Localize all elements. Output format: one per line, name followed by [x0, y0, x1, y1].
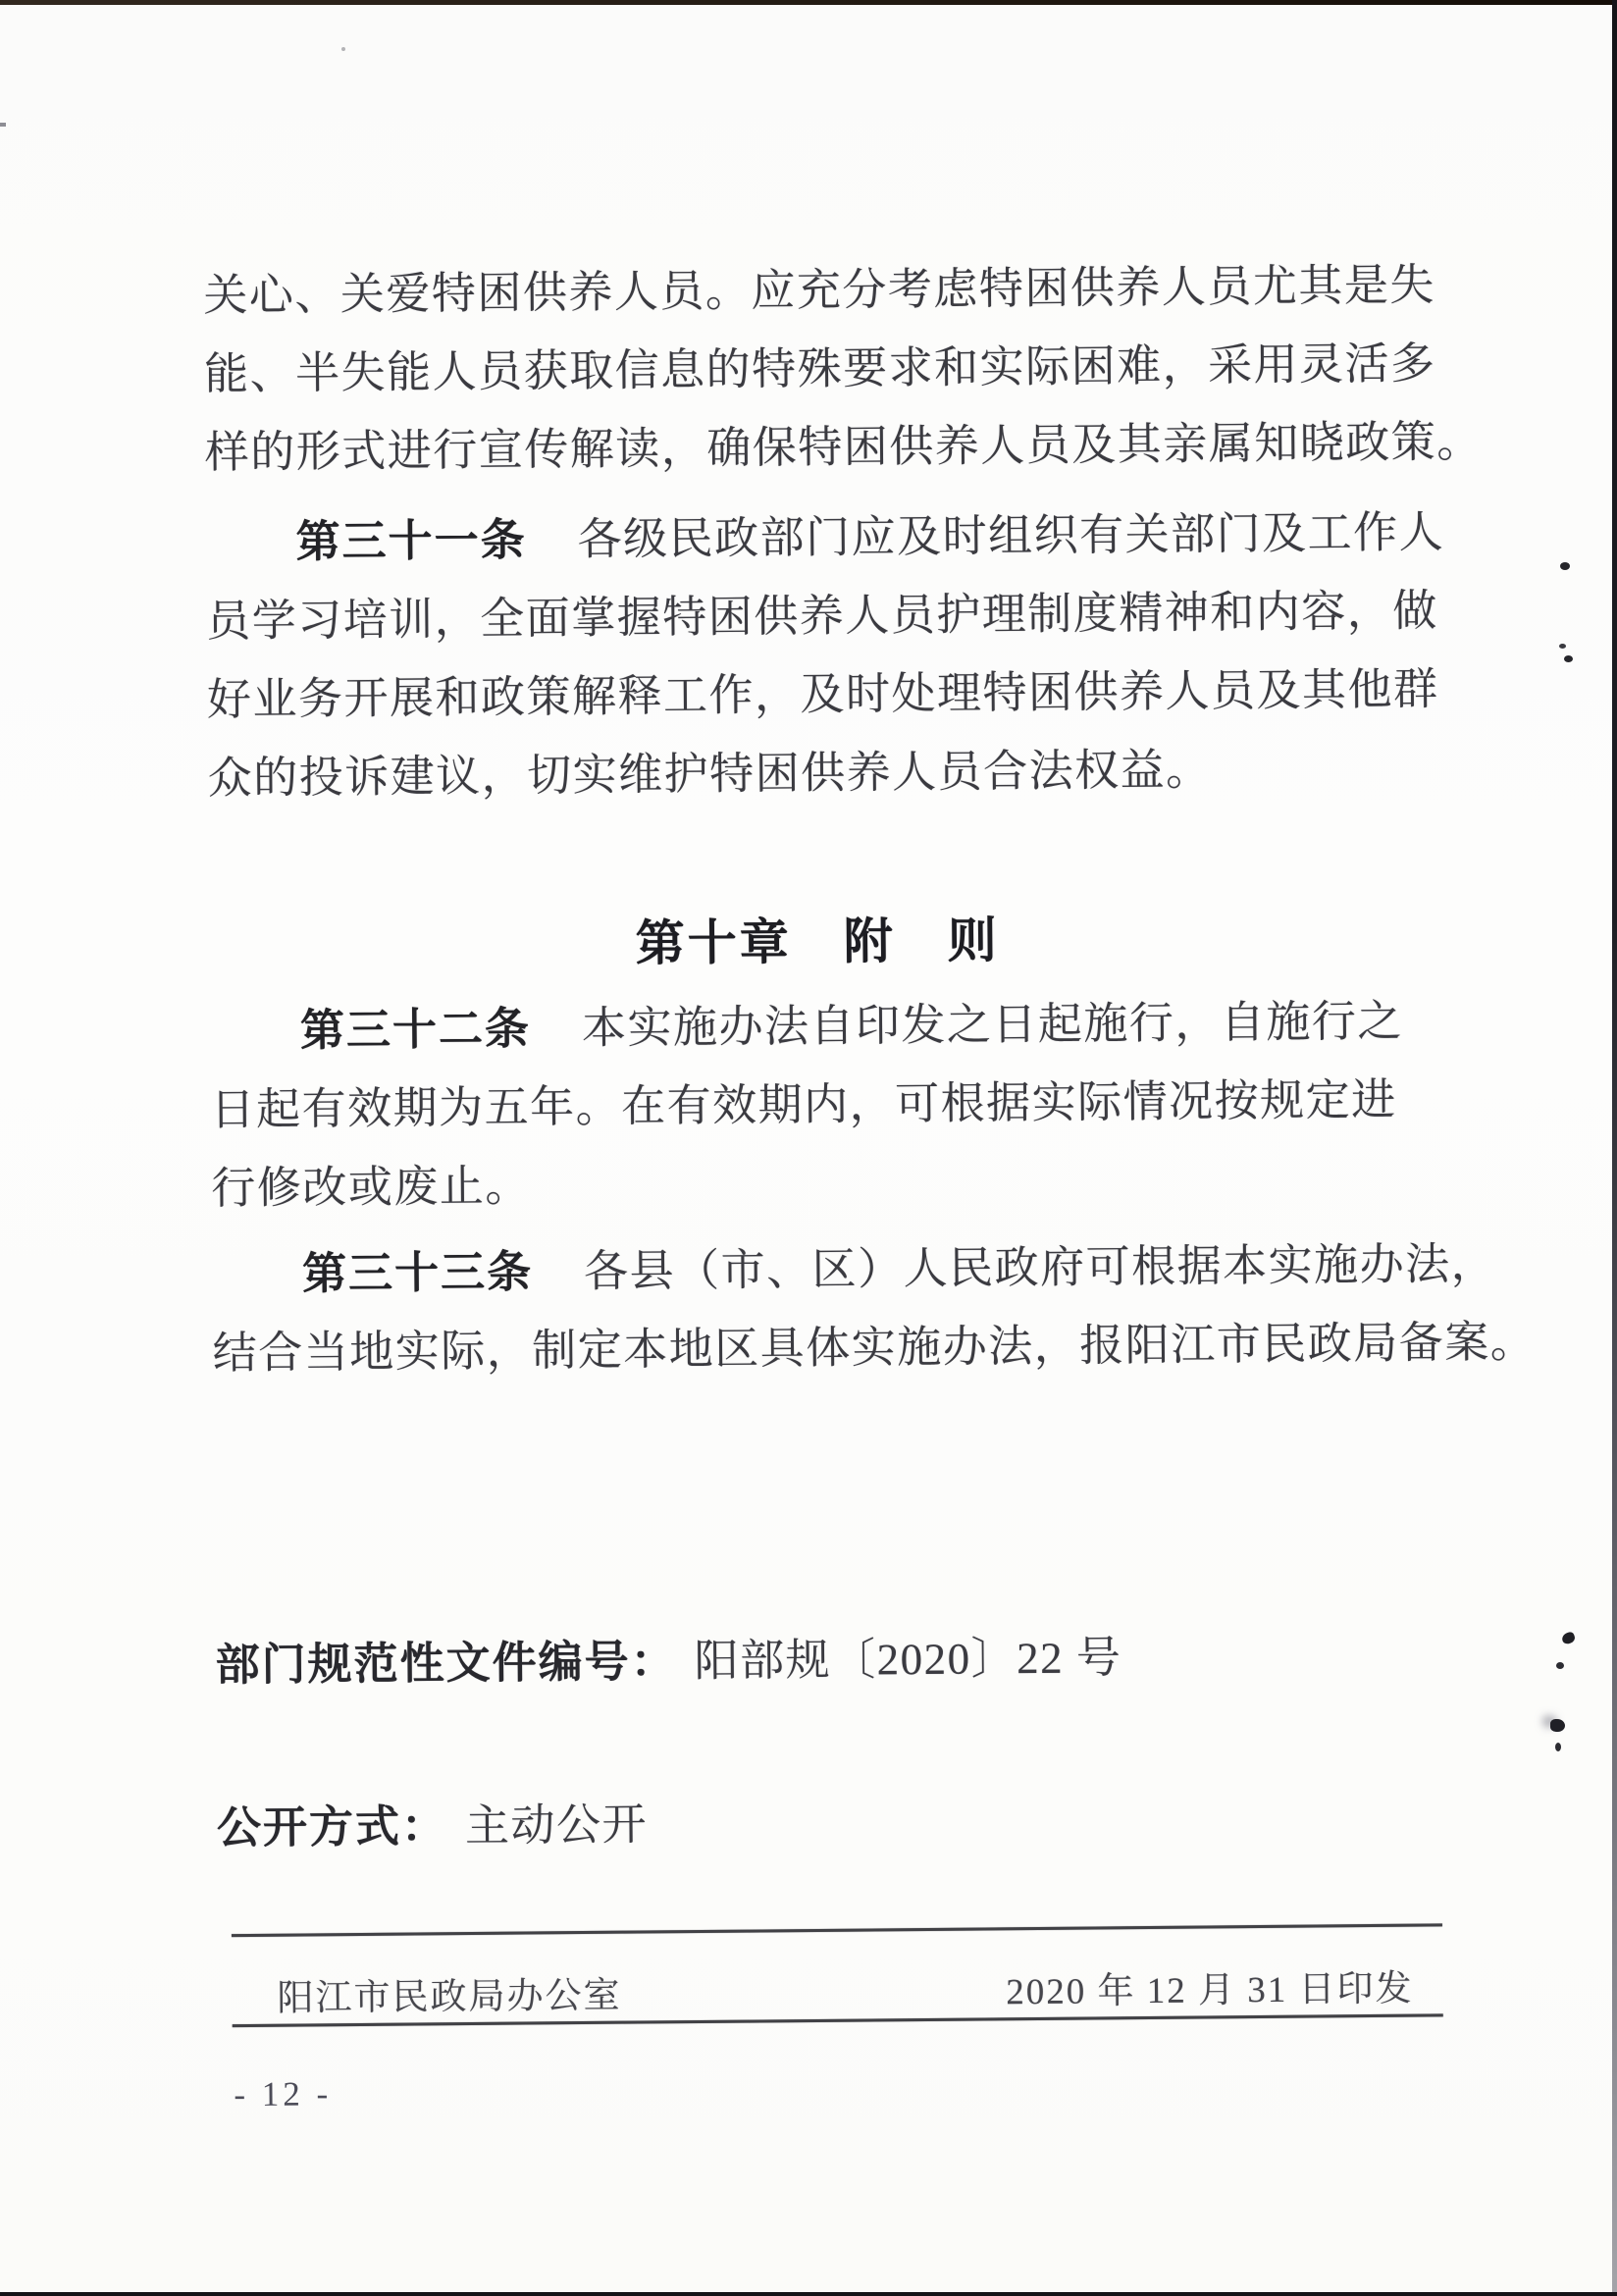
footer-print-date: 2020 年 12 月 31 日印发: [1006, 1968, 1414, 2013]
body-line: 行修改或废止。: [211, 1161, 532, 1214]
footer-issuing-office: 阳江市民政局办公室: [277, 1975, 622, 2019]
article-31-first-line: [205, 505, 1445, 571]
body-line: 好业务开展和政策解释工作，及时处理特困供养人员及其他群: [206, 664, 1439, 725]
article-33-label: 第三十三条: [301, 1246, 534, 1299]
scan-speck: [1556, 1662, 1564, 1669]
body-line: 结合当地实际，制定本地区具体实施办法，报阳江市民政局备案。: [212, 1317, 1537, 1379]
article-31-label: 第三十一条: [295, 514, 527, 567]
footer-row: [232, 1957, 1442, 2021]
scan-speck: [1560, 562, 1570, 570]
scan-speck: [0, 123, 6, 127]
body-line: 能、半失能人员获取信息的特殊要求和实际困难，采用灵活多: [203, 339, 1436, 399]
article-32-text: 本实施办法自印发之日起施行，自施行之: [581, 996, 1404, 1054]
publicity-line: [217, 1790, 1434, 1855]
scan-edge-top: [0, 0, 1617, 5]
doc-number-line: [215, 1627, 1432, 1693]
publicity-label: 公开方式：: [216, 1800, 448, 1853]
article-31-text: 各级民政部门应及时组织有关部门及工作人: [577, 507, 1445, 565]
article-33-first-line: [212, 1236, 1497, 1302]
publicity-value: 主动公开: [464, 1800, 649, 1852]
scan-edge-right: [1612, 0, 1617, 2296]
scan-speck: [1559, 644, 1566, 649]
body-line: 样的形式进行宣传解读，确保特困供养人员及其亲属知晓政策。: [204, 416, 1483, 478]
scan-speck: [1564, 655, 1573, 662]
footer-rule-top: [232, 1923, 1442, 1937]
body-line: 众的投诉建议，切实维护特困供养人员合法权益。: [207, 745, 1212, 804]
page-number: - 12 -: [234, 2074, 333, 2114]
article-33-text: 各县（市、区）人民政府可根据本实施办法，: [583, 1238, 1497, 1297]
body-line: 关心、关爱特困供养人员。应充分考虑特困供养人员尤其是失: [203, 260, 1436, 321]
body-line: 日起有效期为五年。在有效期内，可根据实际情况按规定进: [210, 1074, 1397, 1135]
scan-speck: [341, 47, 345, 51]
scan-speck: [1555, 1743, 1561, 1751]
doc-number-value: 阳部规〔2020〕22 号: [694, 1633, 1122, 1687]
body-line: 员学习培训，全面掌握特困供养人员护理制度精神和内容，做: [206, 586, 1438, 647]
scan-speck: [1550, 1719, 1565, 1732]
doc-number-label: 部门规范性文件编号：: [215, 1636, 677, 1691]
chapter-heading: 第十章 附 则: [635, 913, 1000, 971]
article-32-label: 第三十二条: [299, 1003, 532, 1056]
article-32-first-line: [210, 993, 1427, 1059]
scan-edge-bottom: [0, 2292, 1617, 2296]
